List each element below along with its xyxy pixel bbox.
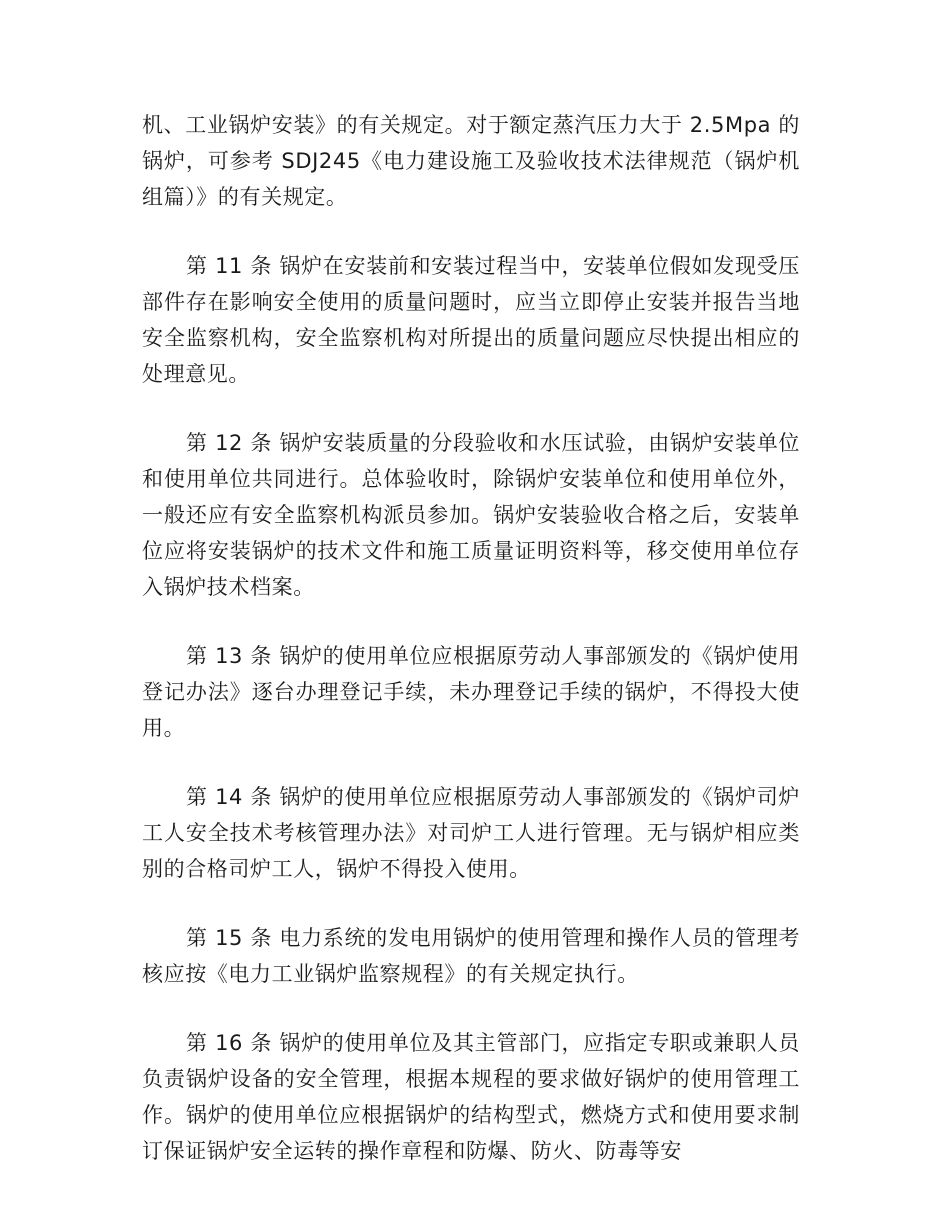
paragraph-article-16: 第 16 条 锅炉的使用单位及其主管部门，应指定专职或兼职人员负责锅炉设备的安全管理，根据本规程的要求做好锅炉的使用管理工作。锅炉的使用单位应根据锅炉的结构型式，燃烧方式和使用要求制订保证锅炉安全运转的操作章程和防爆、防火、防毒等安: [142, 1031, 800, 1163]
paragraph-article-14: 第 14 条 锅炉的使用单位应根据原劳动人事部颁发的《锅炉司炉工人安全技术考核管理办法》对司炉工人进行管理。无与锅炉相应类别的合格司炉工人，锅炉不得投入使用。: [142, 785, 800, 881]
paragraph-article-15: 第 15 条 电力系统的发电用锅炉的使用管理和操作人员的管理考核应按《电力工业锅炉监察规程》的有关规定执行。: [142, 926, 800, 986]
paragraph-article-12: 第 12 条 锅炉安装质量的分段验收和水压试验，由锅炉安装单位和使用单位共同进行。总体验收时，除锅炉安装单位和使用单位外，一般还应有安全监察机构派员参加。锅炉安装验收合格之后，安装单位应将安装锅炉的技术文件和施工质量证明资料等，移交使用单位存入锅炉技术档案。: [142, 431, 800, 599]
paragraph-continuation: 机、工业锅炉安装》的有关规定。对于额定蒸汽压力大于 2.5Mpa 的锅炉，可参考 SDJ245《电力建设施工及验收技术法律规范（锅炉机组篇）》的有关规定。: [142, 113, 800, 209]
paragraph-article-11: 第 11 条 锅炉在安装前和安装过程当中，安装单位假如发现受压部件存在影响安全使用的质量问题时，应当立即停止安装并报告当地安全监察机构，安全监察机构对所提出的质量问题应尽快提出相应的处理意见。: [142, 254, 800, 386]
paragraph-article-13: 第 13 条 锅炉的使用单位应根据原劳动人事部颁发的《锅炉使用登记办法》逐台办理登记手续，未办理登记手续的锅炉，不得投大使用。: [142, 644, 800, 740]
